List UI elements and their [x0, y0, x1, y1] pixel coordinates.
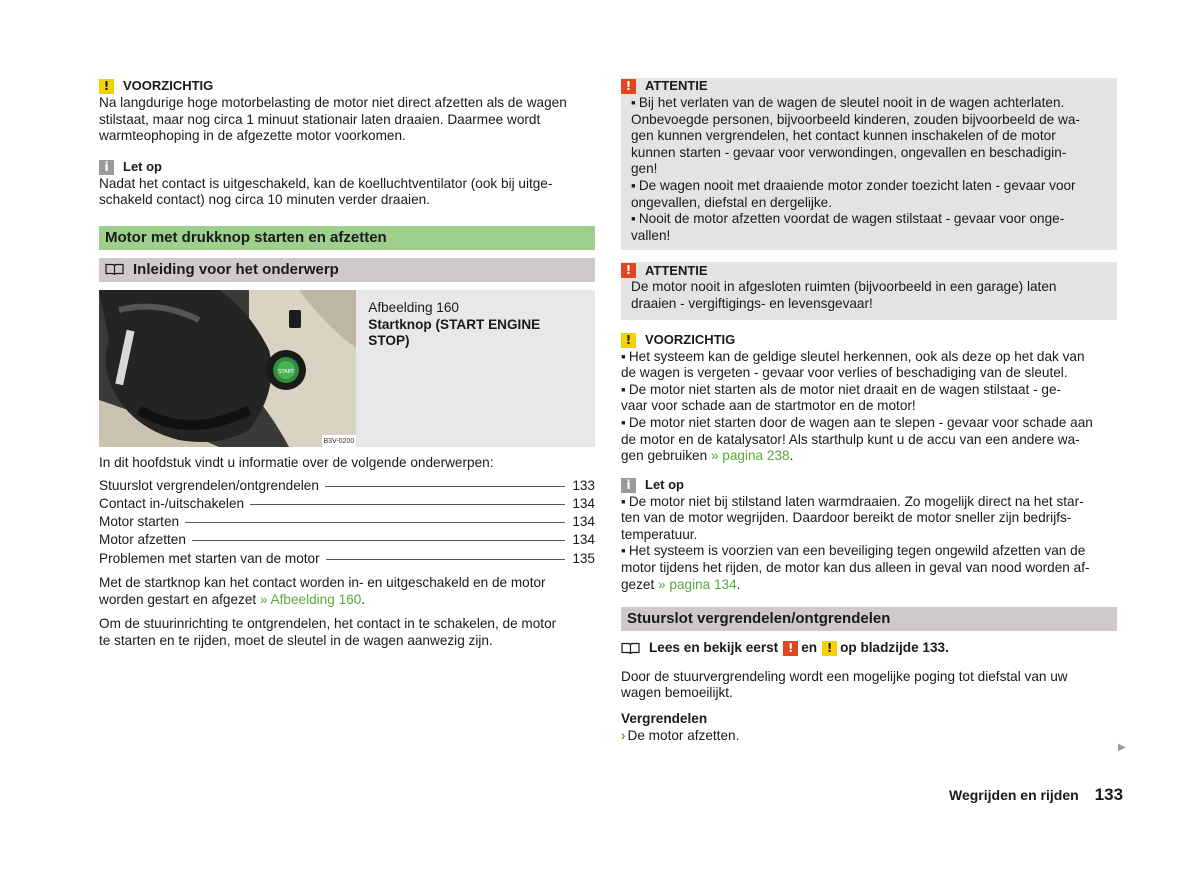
body-paragraph: Met de startknop kan het contact worden in- en uitgeschakeld en de motor worden gestart en afgezet » Afbeelding 160. [99, 575, 546, 607]
caution-text-line: warmteophoping in de afgezette motor voorkomen. [99, 128, 406, 144]
attention-notice: ! ATTENTIE De motor nooit in afgesloten ruimten (bijvoorbeeld in een garage) laten draaien - vergiftigings- en levensgevaar! [621, 262, 1117, 319]
note-notice [99, 159, 595, 209]
sub-heading: Vergrendelen [621, 711, 708, 727]
toc-row[interactable] [99, 551, 595, 569]
chapter-name: Wegrijden en rijden [949, 787, 1079, 803]
page-link[interactable]: » pagina 134 [658, 576, 737, 592]
figure-code: B3V-0200 [323, 437, 355, 445]
intro-title: Inleiding voor het onderwerp [133, 260, 339, 278]
body-paragraph: Om de stuurinrichting te ontgrendelen, het contact in te schakelen, de motor te starten en te rijden, moet de sleutel in de wagen aanwezig zijn. [99, 616, 557, 648]
page-footer [949, 787, 1123, 804]
toc-row[interactable] [99, 496, 595, 514]
toc-title: Motor afzetten [99, 532, 186, 548]
body-paragraph: Door de stuurvergrendeling wordt een mogelijke poging tot diefstal van uw wagen bemoeilijkt. [621, 668, 1068, 701]
toc-page: 134 [572, 532, 595, 548]
step-item: › De motor afzetten. [621, 727, 740, 743]
book-icon [105, 263, 124, 276]
attention-title: ATTENTIE [645, 262, 708, 278]
warning-icon: ! [822, 641, 837, 656]
section-heading: Stuurslot vergrendelen/ontgrendelen [621, 607, 1117, 631]
note-title: Let op [123, 158, 162, 174]
toc-page: 134 [572, 495, 595, 511]
start-button-illustration [99, 290, 356, 447]
alert-icon: ! [783, 641, 798, 656]
chevron-right-icon: › [621, 727, 626, 743]
toc-page: 134 [572, 514, 595, 530]
figure-caption [356, 290, 595, 447]
attention-title: ATTENTIE [645, 78, 708, 94]
page-link[interactable]: » pagina 238 [710, 448, 790, 464]
toc-intro: In dit hoofdstuk vindt u informatie over de volgende onderwerpen: [99, 454, 494, 470]
start-button-photo [99, 290, 356, 447]
toc-title: Problemen met starten van de motor [99, 550, 320, 566]
toc-title: Stuurslot vergrendelen/ontgrendelen [99, 477, 319, 493]
alert-icon: ! [621, 263, 636, 278]
intro-heading [99, 258, 595, 282]
figure-caption-text: Startknop (START ENGINE STOP) [368, 316, 541, 349]
read-first-line: Lees en bekijk eerst ! en ! op bladzijde 133. [621, 640, 1117, 657]
caution-title: VOORZICHTIG [645, 331, 736, 347]
page-number: 133 [1094, 785, 1124, 804]
caution-title: VOORZICHTIG [123, 78, 214, 94]
toc-row[interactable] [99, 514, 595, 532]
attention-notice: ! ATTENTIE ▪ Bij het verlaten van de wagen de sleutel nooit in de wagen achterlaten. Onbevoegde personen, bijvoorbeeld kinderen, zouden bijvoorbeeld de wa- gen kunnen vergrendelen, het contact kunnen inschakelen of de motor kunnen starten - gevaar voor verwondingen, ongevallen en beschadigin- gen! ▪ De wagen nooit met draaiende motor zonder toezicht laten - gevaar voor ongevallen, diefstal en dergelijke. ▪ Nooit de motor afzetten voordat de wagen stilstaat - gevaar voor onge- vallen! [621, 78, 1117, 250]
toc-title: Contact in-/uitschakelen [99, 495, 245, 511]
info-icon: i [621, 478, 636, 493]
svg-text:START: START [278, 368, 294, 375]
caution-notice [99, 78, 595, 145]
right-column [621, 78, 1117, 744]
info-icon: i [99, 160, 114, 175]
caution-text-line: Na langdurige hoge motorbelasting de motor niet direct afzetten als de wagen [99, 95, 567, 110]
note-notice: i Let op ▪ De motor niet bij stilstand laten warmdraaien. Zo mogelijk direct na het star- ten van de motor wegrijden. Daardoor bereikt de motor sneller zijn bedrijfs- temperatuur. ▪ Het systeem is voorzien van een beveiliging tegen ongewild afzetten van de motor tijdens het rijden, de motor kan dus alleen in geval van nood worden af- gezet » pagina 134. [621, 477, 1117, 594]
toc-row[interactable] [99, 532, 595, 550]
toc-title: Motor starten [99, 514, 180, 530]
note-title: Let op [645, 476, 684, 492]
alert-icon: ! [621, 79, 636, 94]
continue-arrow-icon: ▶ [1118, 742, 1126, 753]
figure-label: Afbeelding 160 [368, 299, 459, 315]
section-heading: Motor met drukknop starten en afzetten [99, 226, 595, 250]
note-text-line: Nadat het contact is uitgeschakeld, kan de koelluchtventilator (ook bij uitge- [99, 175, 553, 191]
figure-link[interactable]: » Afbeelding 160 [259, 591, 362, 607]
warning-icon: ! [621, 333, 636, 348]
book-icon [621, 642, 640, 655]
figure-box [99, 290, 595, 447]
caution-text-line: stilstaat, maar nog circa 1 minuut stationair laten draaien. Daarmee wordt [99, 111, 541, 127]
toc-row[interactable] [99, 478, 595, 496]
toc-page: 135 [572, 550, 595, 566]
toc-page: 133 [572, 477, 595, 493]
caution-notice: ! VOORZICHTIG ▪ Het systeem kan de geldige sleutel herkennen, ook als deze op het dak van de wagen is vergeten - gevaar voor verlies of beschadiging van de sleutel. ▪ De motor niet starten als de motor niet draait en de wagen stilstaat - ge- vaar voor schade aan de startmotor en de motor! ▪ De motor niet starten door de wagen aan te slepen - gevaar voor schade aan de motor en de katalysator! Als starthulp kunt u de accu van een andere wa- gen gebruiken » pagina 238. [621, 332, 1117, 465]
toc-list [99, 478, 595, 569]
note-text-line: schakeld contact) nog circa 10 minuten verder draaien. [99, 192, 430, 208]
left-column [99, 78, 595, 649]
warning-icon: ! [99, 79, 114, 94]
